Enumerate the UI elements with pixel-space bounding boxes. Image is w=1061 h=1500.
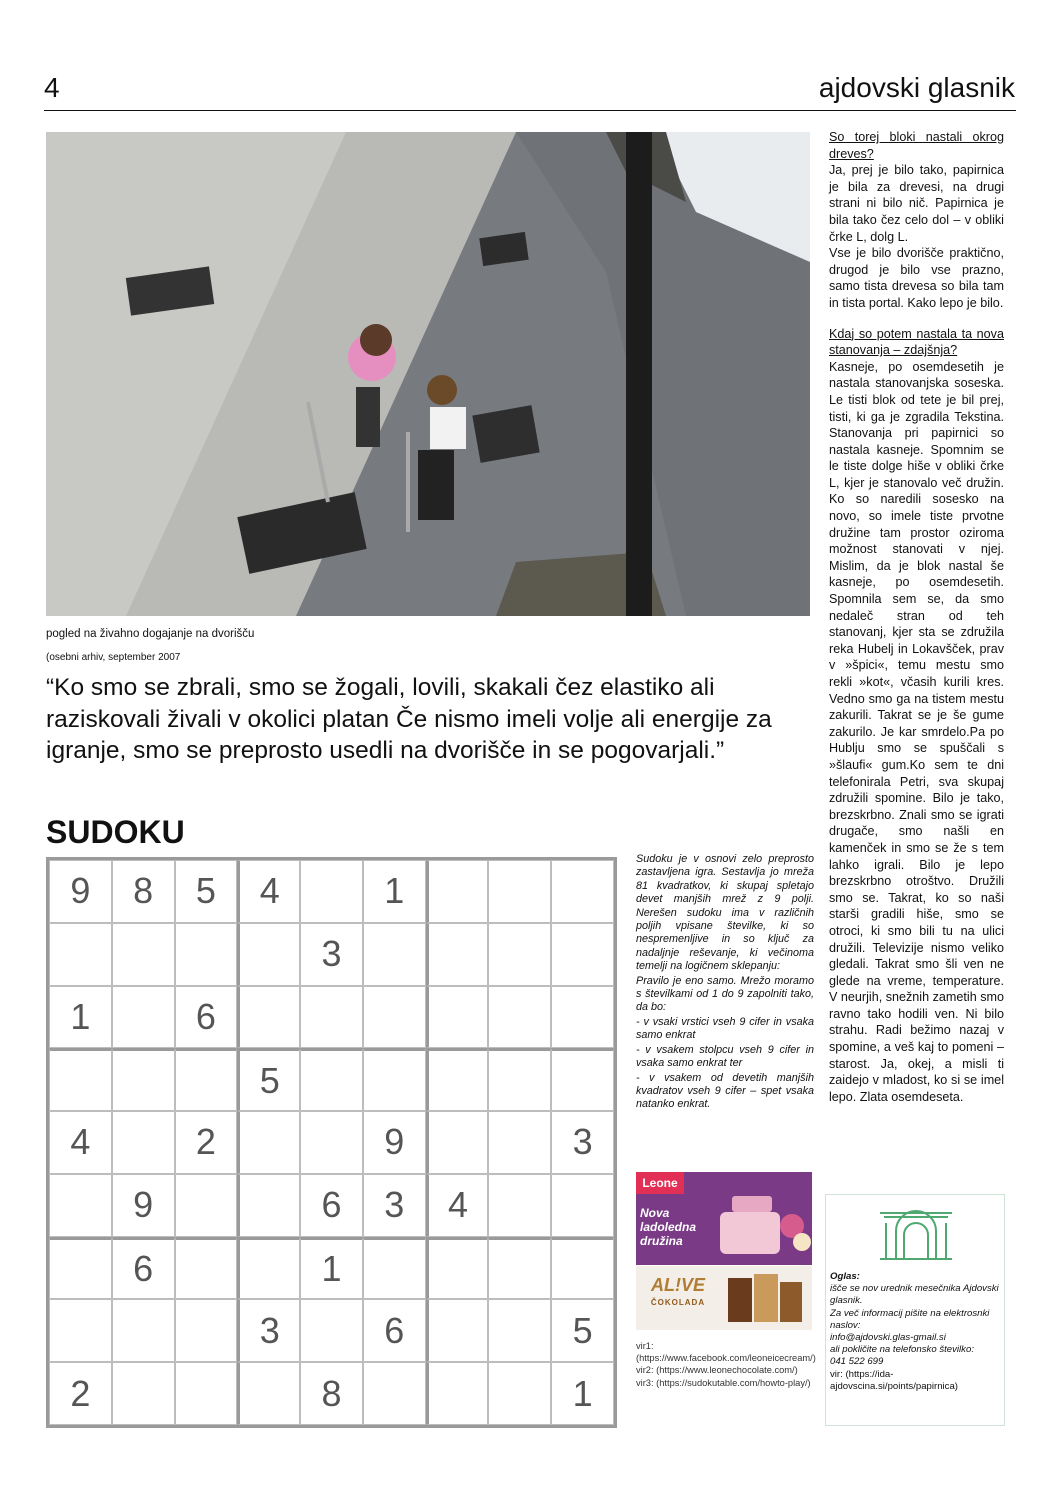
rules-rule: Pravilo je eno samo. Mrežo moramo s številkami od 1 do 9 zapolniti tako, da bo: — [636, 974, 814, 1014]
chocolate-icon — [718, 1268, 808, 1328]
sudoku-cell[interactable] — [237, 1174, 300, 1237]
sudoku-cell[interactable] — [551, 1048, 614, 1111]
sudoku-cell[interactable] — [49, 1174, 112, 1237]
sudoku-cell[interactable]: 8 — [112, 860, 175, 923]
oglas-line: Za več informacij pišite na elektrosnki naslov: — [830, 1307, 990, 1331]
sudoku-cell[interactable] — [426, 1048, 489, 1111]
sudoku-cell[interactable] — [112, 1111, 175, 1174]
leone-brand: Leone — [636, 1172, 684, 1194]
alive-ad[interactable] — [636, 1266, 812, 1330]
sudoku-cell[interactable] — [300, 1111, 363, 1174]
leone-ad[interactable] — [636, 1172, 812, 1265]
sudoku-cell[interactable] — [175, 1237, 238, 1300]
sudoku-cell[interactable] — [49, 1299, 112, 1362]
interview-answer-lead: Ja, prej je bilo tako, papirnica je bila za drevesi, na drugi strani ni bilo nič. Papirnica je bila tako čez celo dol – v obliki črke L, dolg L. — [829, 163, 1004, 244]
sudoku-cell[interactable]: 1 — [49, 986, 112, 1049]
source-link[interactable]: vir1: (https://www.facebook.com/leoneicecream/) — [636, 1341, 816, 1364]
sudoku-cell[interactable] — [300, 1048, 363, 1111]
sudoku-cell[interactable]: 1 — [363, 860, 426, 923]
sudoku-cell[interactable]: 9 — [363, 1111, 426, 1174]
sudoku-cell[interactable] — [300, 986, 363, 1049]
ice-cream-icon — [712, 1190, 812, 1260]
sudoku-cell[interactable] — [426, 1237, 489, 1300]
photo-caption: pogled na živahno dogajanje na dvorišču — [46, 628, 255, 640]
sudoku-cell[interactable]: 1 — [551, 1362, 614, 1425]
sudoku-cell[interactable]: 1 — [300, 1237, 363, 1300]
sudoku-cell[interactable] — [112, 1299, 175, 1362]
sudoku-cell[interactable]: 9 — [49, 860, 112, 923]
sudoku-cell[interactable] — [237, 1237, 300, 1300]
portal-logo-icon — [876, 1209, 956, 1261]
sudoku-cell[interactable]: 8 — [300, 1362, 363, 1425]
sudoku-cell[interactable]: 5 — [237, 1048, 300, 1111]
sudoku-cell[interactable] — [488, 923, 551, 986]
oglas-phone[interactable]: 041 522 699 — [830, 1356, 884, 1368]
alive-ad-text: AL!VE — [651, 1275, 705, 1295]
interview-column — [829, 129, 1004, 1105]
sudoku-cell[interactable] — [112, 923, 175, 986]
source-link[interactable]: vir3: (https://sudokutable.com/howto-play/) — [636, 1377, 811, 1388]
sudoku-cell[interactable] — [488, 1111, 551, 1174]
sudoku-cell[interactable] — [551, 1174, 614, 1237]
sudoku-cell[interactable]: 2 — [49, 1362, 112, 1425]
interview-answer: Kasneje, po osemdesetih je nastala stanovanjska soseska. Le tisti blok od tete je bil prej, tisti, ki ga je zgradila Tekstina. Stanovanja pri papirnici so nastala kasneje. Spomnim se le tiste dolge hiše v obliki črke L, kjer je stanovalo več družin. Ko so naredili sosesko na novo, so imele tiste prvotne družine tam prostor oziroma možnost stanovati v njej. Mislim, da je blok nastal še kasneje, po osemdesetih. Spomnila sem se, da smo nedaleč stran od teh stanovanj, kjer sta se združila reka Hubelj in Lokavšček, prav v »špici«, temu mestu smo rekli »kot«, včasih kurili kres. Vedno smo ga na tistem mestu zakurili. Takrat se je še gume zakurilo. Je kar smrdelo.Pa po Hublju smo se spuščali s »šlaufi« gum.Ko sem te dni telefonirala Petri, sva skupaj združili spomine. Bilo je tako, brezskrbno. Znali smo se igrati drugače, smo našli en kamenček in smo se že s tem lahko igrali. Bilo je lepo brezskrbno otroštvo. Družili smo se. Takrat, ko so naši starši gradili hiše, smo se otroci, ki smo bili tu na ulici družili. Televizije nismo veliko gledali. Takrat smo šli ven ne glede na vreme, temperature. V neurjih, snežnih zametih smo ravno tako hodili ven. Ni bilo strahu. Radi bežimo nazaj v spomine, a veš kaj to pomeni – starost. Ja, okej, a misli ti zaidejo v mladost, ko si se imel lepo. Zlata osemdeseta. — [829, 359, 1004, 1104]
sudoku-cell[interactable]: 6 — [300, 1174, 363, 1237]
sudoku-cell[interactable] — [488, 1048, 551, 1111]
sudoku-cell[interactable]: 4 — [237, 860, 300, 923]
rules-column: - v vsakem stolpcu vseh 9 cifer in vsaka samo enkrat ter — [636, 1043, 814, 1070]
sudoku-cell[interactable] — [49, 1048, 112, 1111]
sudoku-cell[interactable] — [237, 986, 300, 1049]
sudoku-cell[interactable] — [551, 1237, 614, 1300]
sudoku-cell[interactable] — [300, 1299, 363, 1362]
sudoku-cell[interactable] — [551, 986, 614, 1049]
sudoku-cell[interactable] — [426, 1299, 489, 1362]
sudoku-rules — [636, 853, 814, 1113]
sudoku-cell[interactable]: 3 — [551, 1111, 614, 1174]
oglas-source[interactable]: vir: (https://ida-ajdovscina.si/points/papirnica) — [830, 1368, 958, 1392]
sudoku-cell[interactable] — [488, 860, 551, 923]
photo-source: (osebni arhiv, september 2007 — [46, 652, 181, 663]
page-number: 4 — [44, 72, 60, 103]
interview-answer: Vse je bilo dvorišče praktično, drugod je bilo vse prazno, samo tista drevesa so bila tam in tista portal. Kako lepo je bilo. — [829, 246, 1004, 310]
sudoku-cell[interactable] — [175, 1048, 238, 1111]
rules-row: - v vsaki vrstici vseh 9 cifer in vsaka samo enkrat — [636, 1015, 814, 1042]
sudoku-cell[interactable] — [49, 1237, 112, 1300]
oglas-box — [825, 1194, 1005, 1426]
sudoku-cell[interactable] — [49, 923, 112, 986]
oglas-line: ali pokličite na telefonsko številko: — [830, 1344, 974, 1356]
sudoku-cell[interactable] — [112, 986, 175, 1049]
sudoku-cell[interactable] — [426, 860, 489, 923]
source-link[interactable]: vir2: (https://www.leonechocolate.com/) — [636, 1365, 798, 1376]
sudoku-cell[interactable] — [488, 1362, 551, 1425]
sudoku-cell[interactable]: 3 — [237, 1299, 300, 1362]
header-rule — [44, 110, 1016, 111]
leone-ad-text: Nova ladoledna družina — [640, 1206, 697, 1248]
rules-box: - v vsakem od devetih manjših kvadratov vseh 9 cifer – spet vsaka natanko enkrat. — [636, 1071, 814, 1111]
sudoku-cell[interactable]: 4 — [426, 1174, 489, 1237]
sudoku-cell[interactable] — [551, 923, 614, 986]
sudoku-cell[interactable] — [426, 923, 489, 986]
sudoku-grid — [46, 857, 617, 1428]
sudoku-cell[interactable]: 2 — [175, 1111, 238, 1174]
alive-ad-subtitle: ČOKOLADA — [650, 1298, 706, 1307]
sudoku-cell[interactable]: 6 — [175, 986, 238, 1049]
sudoku-cell[interactable] — [237, 923, 300, 986]
sudoku-cell[interactable]: 6 — [363, 1299, 426, 1362]
sudoku-cell[interactable]: 9 — [112, 1174, 175, 1237]
sources-list — [636, 1340, 816, 1389]
sudoku-cell[interactable] — [488, 986, 551, 1049]
sudoku-cell[interactable]: 5 — [175, 860, 238, 923]
sudoku-cell[interactable] — [426, 1362, 489, 1425]
sudoku-cell[interactable] — [112, 1048, 175, 1111]
sudoku-cell[interactable] — [112, 1362, 175, 1425]
oglas-line: išče se nov urednik mesečnika Ajdovski glasnik. — [830, 1283, 999, 1307]
sudoku-cell[interactable] — [175, 1362, 238, 1425]
oglas-text — [830, 1271, 1002, 1393]
rules-intro: Sudoku je v osnovi zelo preprosto zastavljena igra. Sestavlja jo mreža 81 kvadratkov, ki skupaj spletajo devet manjših mrež z 9 polji. Nerešen sudoku ima v različnih poljih vpisane številke, ki so nespremenljive in so ključ za nadaljnje reševanje, ki večinoma temelji na logičnem sklepanju: — [636, 853, 814, 973]
pull-quote: “Ko smo se zbrali, smo se žogali, lovili, skakali čez elastiko ali raziskovali živali v okolici platan Če nismo imeli volje ali energije za igranje, smo se preprosto usedli na dvorišče in se pogovarjali.” — [46, 674, 772, 764]
sudoku-cell[interactable] — [426, 986, 489, 1049]
sudoku-cell[interactable]: 3 — [300, 923, 363, 986]
sudoku-cell[interactable] — [237, 1362, 300, 1425]
sudoku-cell[interactable] — [426, 1111, 489, 1174]
sudoku-cell[interactable] — [551, 860, 614, 923]
sudoku-cell[interactable] — [175, 1174, 238, 1237]
sudoku-cell[interactable] — [363, 986, 426, 1049]
sudoku-cell[interactable] — [363, 923, 426, 986]
spacer — [829, 312, 1004, 326]
sudoku-title: SUDOKU — [46, 814, 185, 850]
courtyard-photo — [46, 132, 810, 616]
sudoku-cell[interactable] — [175, 923, 238, 986]
sudoku-cell[interactable] — [363, 1237, 426, 1300]
interview-question: Kdaj so potem nastala ta nova stanovanja – zdajšnja? — [829, 326, 1004, 358]
sudoku-cell[interactable]: 5 — [551, 1299, 614, 1362]
oglas-title: Oglas: — [830, 1271, 860, 1282]
sudoku-cell[interactable] — [488, 1174, 551, 1237]
sudoku-cell[interactable] — [300, 860, 363, 923]
sudoku-cell[interactable] — [363, 1048, 426, 1111]
sudoku-cell[interactable] — [237, 1111, 300, 1174]
sudoku-cell[interactable]: 4 — [49, 1111, 112, 1174]
sudoku-cell[interactable] — [488, 1237, 551, 1300]
interview-question: So torej bloki nastali okrog dreves? — [829, 130, 1004, 161]
sudoku-cell[interactable] — [363, 1362, 426, 1425]
sudoku-cell[interactable]: 6 — [112, 1237, 175, 1300]
sudoku-cell[interactable] — [175, 1299, 238, 1362]
oglas-email[interactable]: info@ajdovski.glas-gmail.si — [830, 1332, 946, 1344]
masthead: ajdovski glasnik — [818, 72, 1015, 103]
sudoku-cell[interactable]: 3 — [363, 1174, 426, 1237]
sudoku-cell[interactable] — [488, 1299, 551, 1362]
